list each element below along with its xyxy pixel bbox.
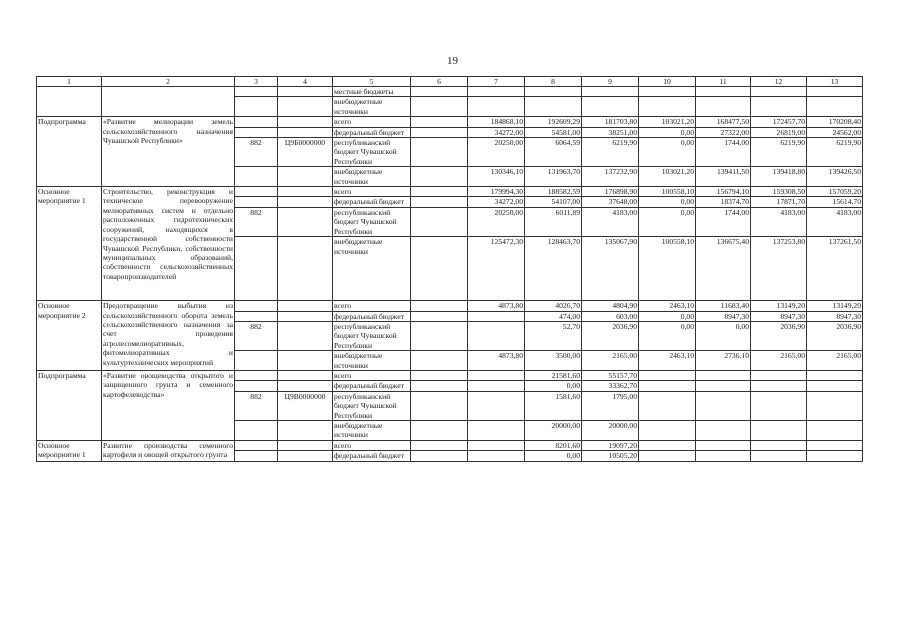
cell-value <box>639 87 696 97</box>
cell-value: 139426,50 <box>807 167 863 187</box>
cell-name: «Развитие овощеводства открытого и защищенного грунта и семенного картофелеводства» <box>102 370 235 440</box>
cell-value <box>582 87 639 97</box>
cell-source: внебюджетные источники <box>333 420 411 440</box>
cell-value <box>807 381 863 391</box>
cell-value <box>751 451 807 461</box>
cell-value: 4873,80 <box>468 301 525 311</box>
cell-status <box>37 87 102 117</box>
cell-value: 34272,00 <box>468 127 525 137</box>
cell-value: 52,70 <box>525 321 582 350</box>
cell-value <box>639 440 696 450</box>
cell-grbs <box>235 97 278 117</box>
cell-value: 103021,20 <box>639 167 696 187</box>
cell-value: 0,00 <box>639 207 696 236</box>
cell-value <box>807 97 863 117</box>
cell-value: 130346,10 <box>468 167 525 187</box>
table-row <box>37 440 863 450</box>
column-number: 7 <box>468 77 525 87</box>
cell-code <box>278 187 333 197</box>
cell-value <box>639 420 696 440</box>
column-number: 2 <box>102 77 235 87</box>
cell-value: 18374,70 <box>696 197 751 207</box>
cell-source: федеральный бюджет <box>333 381 411 391</box>
cell-value: 170208,40 <box>807 117 863 127</box>
cell-value: 20250,00 <box>468 207 525 236</box>
cell-value <box>411 207 468 236</box>
cell-code: Ц9В0000000 <box>278 391 333 420</box>
cell-value <box>696 370 751 380</box>
cell-code <box>278 440 333 450</box>
cell-value <box>468 381 525 391</box>
column-number: 6 <box>411 77 468 87</box>
cell-grbs: 882 <box>235 207 278 236</box>
cell-grbs <box>235 370 278 380</box>
cell-value <box>468 370 525 380</box>
cell-source: республиканский бюджет Чувашской Республики <box>333 207 411 236</box>
cell-value: 21581,60 <box>525 370 582 380</box>
cell-value: 54581,00 <box>525 127 582 137</box>
cell-value <box>639 370 696 380</box>
cell-value: 2036,90 <box>582 321 639 350</box>
cell-value <box>751 391 807 420</box>
table-row <box>37 187 863 197</box>
table-row <box>37 87 863 97</box>
column-number: 5 <box>333 77 411 87</box>
cell-value: 2165,00 <box>751 351 807 371</box>
cell-code <box>278 127 333 137</box>
cell-value: 188582,59 <box>525 187 582 197</box>
column-number: 8 <box>525 77 582 87</box>
cell-value: 137232,90 <box>582 167 639 187</box>
column-number: 9 <box>582 77 639 87</box>
cell-value: 1581,60 <box>525 391 582 420</box>
cell-value <box>411 187 468 197</box>
column-number: 3 <box>235 77 278 87</box>
cell-value: 100558,10 <box>639 237 696 301</box>
cell-value: 20000,00 <box>525 420 582 440</box>
cell-code <box>278 381 333 391</box>
cell-value <box>751 420 807 440</box>
column-number: 10 <box>639 77 696 87</box>
cell-value: 24562,00 <box>807 127 863 137</box>
cell-value: 159308,50 <box>751 187 807 197</box>
cell-value: 0,00 <box>525 451 582 461</box>
cell-code <box>278 370 333 380</box>
cell-name <box>102 87 235 117</box>
cell-value: 33362,70 <box>582 381 639 391</box>
cell-value <box>639 381 696 391</box>
cell-value: 176898,90 <box>582 187 639 197</box>
cell-value: 0,00 <box>696 321 751 350</box>
cell-value <box>468 87 525 97</box>
cell-source: внебюджетные источники <box>333 351 411 371</box>
cell-grbs <box>235 237 278 301</box>
table-row <box>37 117 863 127</box>
cell-value <box>411 311 468 321</box>
cell-value: 8947,30 <box>696 311 751 321</box>
cell-value <box>807 420 863 440</box>
cell-code <box>278 311 333 321</box>
column-number: 1 <box>37 77 102 87</box>
cell-source: республиканский бюджет Чувашской Республики <box>333 391 411 420</box>
cell-name: Предотвращение выбытия из сельскохозяйственного оборота земель сельскохозяйственного назначения за счет проведения агролесомелиоративных, фитомелиоративных и культуртехнических мероприятий <box>102 301 235 371</box>
cell-value <box>411 370 468 380</box>
cell-grbs: 882 <box>235 321 278 350</box>
cell-grbs <box>235 87 278 97</box>
cell-grbs <box>235 167 278 187</box>
cell-code <box>278 197 333 207</box>
cell-value <box>411 381 468 391</box>
cell-source: федеральный бюджет <box>333 197 411 207</box>
cell-grbs <box>235 197 278 207</box>
cell-value: 6219,90 <box>582 138 639 167</box>
cell-grbs <box>235 127 278 137</box>
cell-value <box>411 97 468 117</box>
cell-value: 136675,40 <box>696 237 751 301</box>
cell-value: 103021,20 <box>639 117 696 127</box>
cell-source: всего <box>333 117 411 127</box>
cell-value: 4183,00 <box>751 207 807 236</box>
cell-value: 172457,70 <box>751 117 807 127</box>
cell-value <box>639 391 696 420</box>
cell-grbs <box>235 351 278 371</box>
cell-value: 179994,30 <box>468 187 525 197</box>
cell-value: 603,00 <box>582 311 639 321</box>
cell-value: 2736,10 <box>696 351 751 371</box>
cell-value: 6219,90 <box>807 138 863 167</box>
cell-value <box>411 451 468 461</box>
column-number: 13 <box>807 77 863 87</box>
cell-value: 15614,70 <box>807 197 863 207</box>
cell-value: 19097,20 <box>582 440 639 450</box>
cell-value <box>751 87 807 97</box>
cell-value: 2165,00 <box>582 351 639 371</box>
cell-value: 34272,00 <box>468 197 525 207</box>
cell-value <box>468 311 525 321</box>
cell-value: 54107,00 <box>525 197 582 207</box>
cell-name: Развитие производства семенного картофеля и овощей открытого грунта <box>103 440 233 460</box>
cell-value: 0,00 <box>639 321 696 350</box>
cell-source: федеральный бюджет <box>333 311 411 321</box>
cell-value <box>807 87 863 97</box>
page-number: 19 <box>447 55 458 67</box>
cell-value <box>696 87 751 97</box>
cell-source: республиканский бюджет Чувашской Республики <box>333 138 411 167</box>
cell-code <box>278 167 333 187</box>
cell-grbs <box>235 301 278 311</box>
cell-value: 6219,90 <box>751 138 807 167</box>
cell-value: 184868,10 <box>468 117 525 127</box>
cell-code <box>278 351 333 371</box>
cell-source: федеральный бюджет <box>333 451 411 461</box>
cell-value <box>411 420 468 440</box>
cell-source: всего <box>333 187 411 197</box>
table-row <box>37 301 863 311</box>
cell-value: 6064,59 <box>525 138 582 167</box>
cell-value: 137253,80 <box>751 237 807 301</box>
cell-value <box>411 197 468 207</box>
cell-grbs <box>235 117 278 127</box>
cell-value: 135067,90 <box>582 237 639 301</box>
cell-value: 37648,00 <box>582 197 639 207</box>
cell-value <box>411 351 468 371</box>
cell-value: 157059,20 <box>807 187 863 197</box>
cell-value: 100558,10 <box>639 187 696 197</box>
cell-value: 139418,80 <box>751 167 807 187</box>
cell-value: 128463,70 <box>525 237 582 301</box>
cell-value: 8947,30 <box>807 311 863 321</box>
cell-value <box>411 117 468 127</box>
cell-value: 131963,70 <box>525 167 582 187</box>
cell-value: 2036,90 <box>807 321 863 350</box>
cell-value: 38251,00 <box>582 127 639 137</box>
table-row <box>37 370 863 380</box>
cell-status: Подпрограмма <box>37 117 102 187</box>
cell-value <box>696 381 751 391</box>
cell-value <box>411 301 468 311</box>
cell-value: 4183,00 <box>582 207 639 236</box>
cell-source: республиканский бюджет Чувашской Республики <box>333 321 411 350</box>
cell-value: 181703,80 <box>582 117 639 127</box>
cell-value <box>696 451 751 461</box>
cell-code <box>278 420 333 440</box>
cell-value <box>751 370 807 380</box>
cell-value <box>639 97 696 117</box>
column-number-row <box>37 77 863 87</box>
cell-value <box>468 321 525 350</box>
cell-value <box>411 321 468 350</box>
cell-value <box>411 440 468 450</box>
cell-value: 1744,00 <box>696 138 751 167</box>
cell-value: 10505,20 <box>582 451 639 461</box>
cell-value: 156794,10 <box>696 187 751 197</box>
cell-value: 4804,90 <box>582 301 639 311</box>
cell-source: местные бюджеты <box>333 87 411 97</box>
cell-value <box>468 97 525 117</box>
cell-grbs: 882 <box>235 391 278 420</box>
cell-status: Основное мероприятие 1 <box>37 440 102 461</box>
cell-status: Основное мероприятие 1 <box>37 187 102 301</box>
cell-grbs <box>235 187 278 197</box>
cell-value <box>751 97 807 117</box>
cell-value: 13149,20 <box>807 301 863 311</box>
cell-value <box>696 97 751 117</box>
cell-source: федеральный бюджет <box>333 127 411 137</box>
cell-value: 8201,60 <box>525 440 582 450</box>
cell-value <box>525 97 582 117</box>
cell-value: 474,00 <box>525 311 582 321</box>
cell-value <box>807 370 863 380</box>
cell-value <box>411 167 468 187</box>
cell-value <box>468 451 525 461</box>
cell-value: 26819,00 <box>751 127 807 137</box>
cell-value <box>807 451 863 461</box>
cell-grbs <box>235 440 278 450</box>
cell-value: 17871,70 <box>751 197 807 207</box>
cell-value <box>807 391 863 420</box>
cell-value: 4026,70 <box>525 301 582 311</box>
cell-grbs <box>235 381 278 391</box>
cell-value <box>696 440 751 450</box>
cell-status: Подпрограмма <box>37 370 102 440</box>
cell-code <box>278 97 333 117</box>
cell-value: 11683,40 <box>696 301 751 311</box>
cell-value <box>751 381 807 391</box>
cell-value: 2165,00 <box>807 351 863 371</box>
cell-value <box>468 391 525 420</box>
cell-code <box>278 321 333 350</box>
cell-source: всего <box>333 370 411 380</box>
cell-value: 0,00 <box>525 381 582 391</box>
cell-value: 1795,00 <box>582 391 639 420</box>
cell-value: 2036,90 <box>751 321 807 350</box>
cell-value: 27322,00 <box>696 127 751 137</box>
cell-value: 2463,10 <box>639 351 696 371</box>
cell-value: 4183,00 <box>807 207 863 236</box>
cell-value: 3500,00 <box>525 351 582 371</box>
cell-value: 55157,70 <box>582 370 639 380</box>
cell-value: 125472,30 <box>468 237 525 301</box>
cell-value <box>411 138 468 167</box>
cell-value <box>468 420 525 440</box>
cell-value <box>468 440 525 450</box>
cell-value: 6011,89 <box>525 207 582 236</box>
cell-status: Основное мероприятие 2 <box>37 301 102 371</box>
cell-value <box>411 87 468 97</box>
cell-value: 137261,50 <box>807 237 863 301</box>
cell-value: 20250,00 <box>468 138 525 167</box>
cell-value <box>411 391 468 420</box>
cell-grbs: 882 <box>235 138 278 167</box>
column-number: 12 <box>751 77 807 87</box>
column-number: 11 <box>696 77 751 87</box>
cell-value: 8947,30 <box>751 311 807 321</box>
cell-value <box>639 451 696 461</box>
column-number: 4 <box>278 77 333 87</box>
cell-grbs <box>235 311 278 321</box>
cell-code <box>278 451 333 461</box>
cell-value: 0,00 <box>639 138 696 167</box>
cell-value <box>696 420 751 440</box>
cell-value <box>411 237 468 301</box>
cell-value <box>411 127 468 137</box>
cell-code <box>278 301 333 311</box>
cell-grbs <box>235 451 278 461</box>
cell-source: внебюджетные источники <box>333 97 411 117</box>
cell-name: Строительство, реконструкция и техническое перевооружение мелиоративных систем и отдельно расположенных гидротехнических сооружений, находящихся в государственной собственности Чувашской Республики, собственности муниципальных образований, собственности сельскохозяйственных товаропроизводителей <box>102 187 235 301</box>
cell-value: 0,00 <box>639 311 696 321</box>
cell-code <box>278 87 333 97</box>
cell-code <box>278 237 333 301</box>
budget-table <box>36 76 863 462</box>
cell-value <box>582 97 639 117</box>
cell-value: 1744,00 <box>696 207 751 236</box>
cell-code <box>278 207 333 236</box>
cell-source: внебюджетные источники <box>333 167 411 187</box>
cell-value: 139411,50 <box>696 167 751 187</box>
cell-value <box>807 440 863 450</box>
cell-grbs <box>235 420 278 440</box>
cell-value: 2463,10 <box>639 301 696 311</box>
cell-name: «Развитие мелиорации земель сельскохозяйственного назначения Чувашской Республики» <box>102 117 235 187</box>
cell-value: 0,00 <box>639 197 696 207</box>
cell-code <box>278 117 333 127</box>
cell-source: всего <box>333 440 411 450</box>
cell-value: 13149,20 <box>751 301 807 311</box>
cell-value <box>525 87 582 97</box>
cell-value: 192609,29 <box>525 117 582 127</box>
cell-source: внебюджетные источники <box>333 237 411 301</box>
cell-value: 0,00 <box>639 127 696 137</box>
cell-value <box>696 391 751 420</box>
cell-source: всего <box>333 301 411 311</box>
cell-code: Ц9Б0000000 <box>278 138 333 167</box>
cell-value: 4873,80 <box>468 351 525 371</box>
cell-value <box>751 440 807 450</box>
cell-value: 168477,50 <box>696 117 751 127</box>
cell-value: 20000,00 <box>582 420 639 440</box>
